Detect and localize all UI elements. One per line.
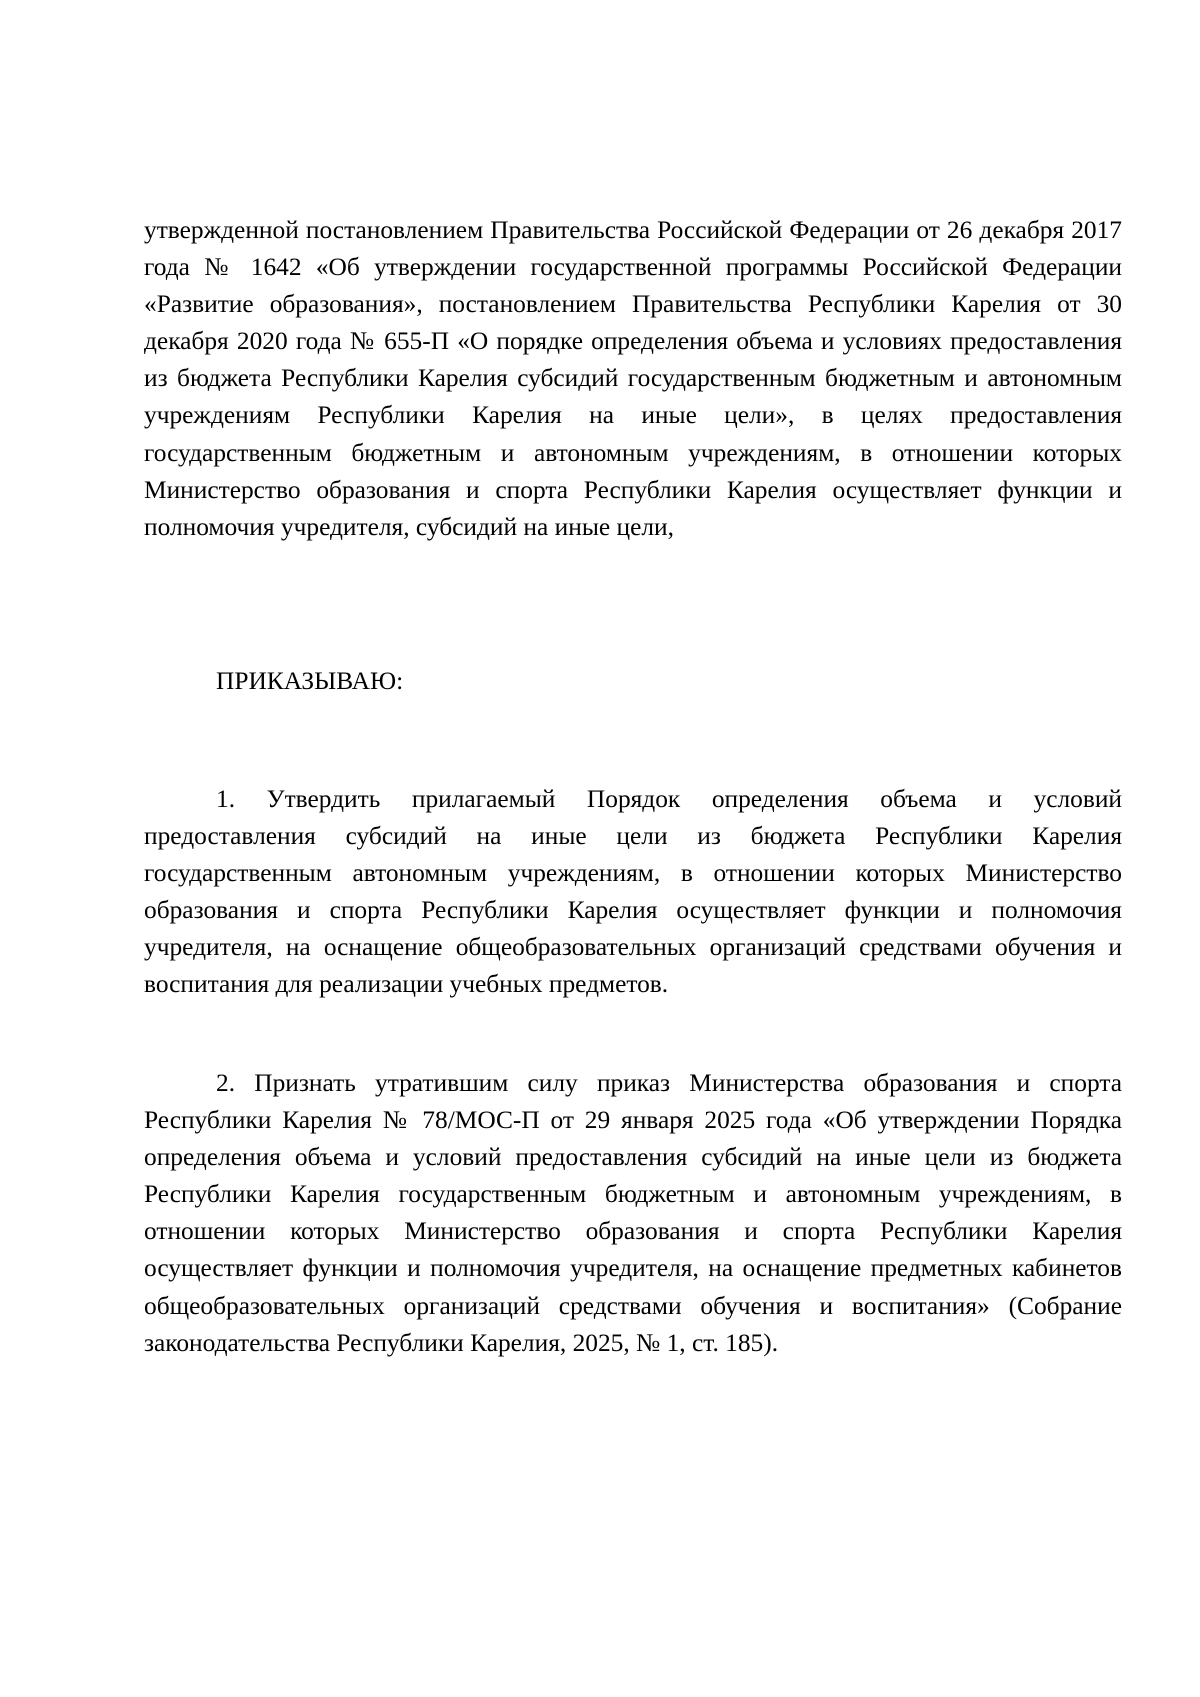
order-item-1: 1. Утвердить прилагаемый Порядок определения объема и условий предоставления субсидий на иные цели из бюджета Республики Карелия государственным автономным учреждениям, в отношении которых Министерство образования и спорта Республики Карелия осуществляет функции и полномочия учредителя, на оснащение общеобразовательных организаций средствами обучения и воспитания для реализации учебных предметов. (144, 785, 1122, 999)
order-item-2: 2. Признать утратившим силу приказ Министерства образования и спорта Республики Карелия № 78/МОС-П от 29 января 2025 года «Об утверждении Порядка определения объема и условий предоставления субсидий на иные цели из бюджета Республики Карелия государственным бюджетным и автономным учреждениям, в отношении которых Министерство образования и спорта Республики Карелия осуществляет функции и полномочия учредителя, на оснащение предметных кабинетов общеобразовательных организаций средствами обучения и воспитания» (Собрание законодательства Республики Карелия, 2025, № 1, ст. 185). (144, 1069, 1122, 1357)
order-heading: ПРИКАЗЫВАЮ: (216, 667, 404, 695)
intro-paragraph: утвержденной постановлением Правительства Российской Федерации от 26 декабря 2017 года № 1642 «Об утверждении государственной программы Российской Федерации «Развитие образования», постановлением Правительства Республики Карелия от 30 декабря 2020 года № 655-П «О порядке определения объема и условиях предоставления из бюджета Республики Карелия субсидий государственным бюджетным и автономным учреждениям Республики Карелия на иные цели», в целях предоставления государственным бюджетным и автономным учреждениям, в отношении которых Министерство образования и спорта Республики Карелия осуществляет функции и полномочия учредителя, субсидий на иные цели, (144, 216, 1122, 541)
